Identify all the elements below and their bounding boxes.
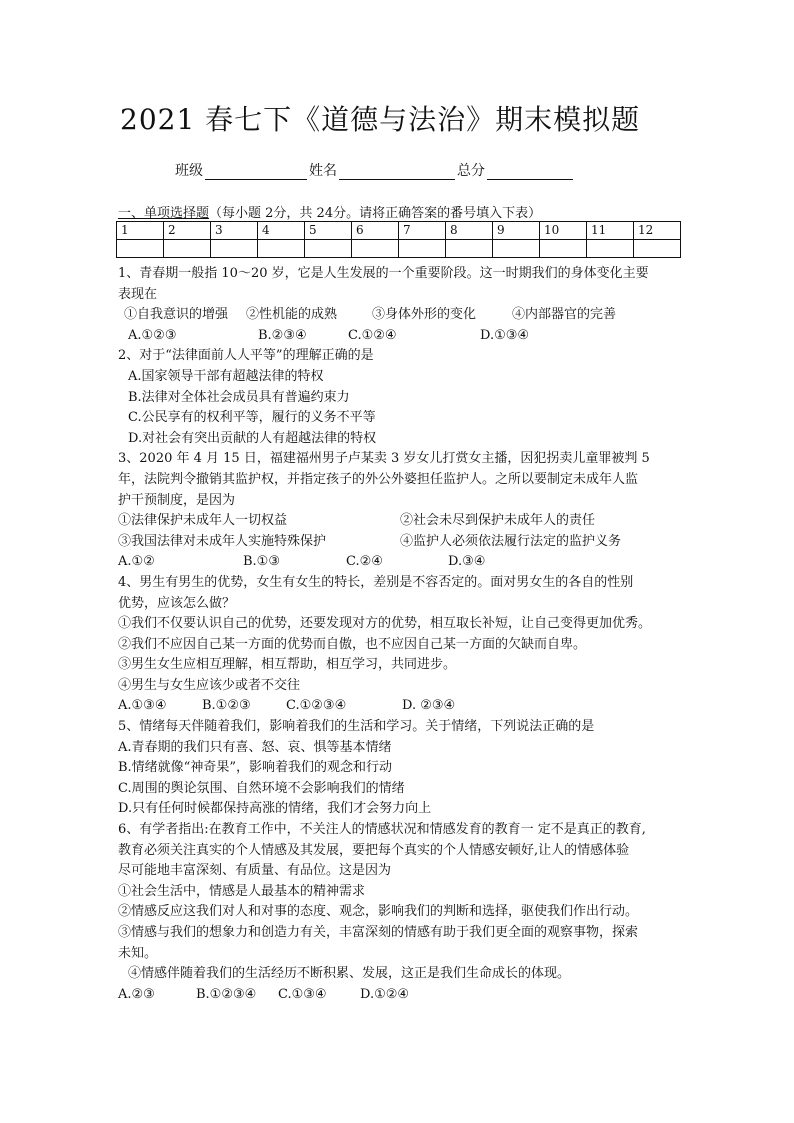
q3-item: ④监护人必须依法履行法定的监护义务 [400, 533, 622, 549]
q3-option-d[interactable]: D.③④ [448, 554, 486, 570]
class-blank[interactable] [205, 165, 307, 180]
q6-stem: 6、有学者指出:在教育工作中，不关注人的情感状况和情感发育的教育一 定不是真正的教育, [118, 822, 646, 838]
answer-number: 7 [399, 222, 446, 240]
q1-option-d[interactable]: D.①③④ [480, 327, 530, 343]
q3-items-row-2 [118, 532, 686, 553]
answer-cell[interactable] [164, 240, 211, 258]
answer-number: 1 [117, 222, 164, 240]
q3-option-a[interactable]: A.①② [118, 554, 155, 570]
q3-options [118, 552, 686, 573]
q3-option-b[interactable]: B.①③ [243, 554, 280, 570]
q4-stem: 4、男生有男生的优势，女生有女生的特长，差别是不容否定的。面对男女生的各自的性别 [118, 574, 634, 590]
q2-stem: 2、对于“法律面前人人平等”的理解正确的是 [118, 348, 374, 364]
q4-item: ②我们不应因自己某一方面的优势而自傲，也不应因自己某一方面的欠缺而自卑。 [118, 636, 587, 652]
q4-stem-cont: 优势，应该怎么做？ [118, 595, 236, 611]
name-blank[interactable] [339, 165, 455, 180]
question-list [118, 264, 686, 1005]
section-heading-instructions: （每小题 2分，共 24分。请将正确答案的番号填入下表） [209, 206, 542, 221]
q4-item: ④男生与女生应该少或者不交往 [118, 677, 301, 693]
score-label: 总分 [457, 163, 485, 179]
q2-option-d[interactable]: D.对社会有突出贡献的人有超越法律的特权 [128, 430, 377, 446]
q4-option-c[interactable]: C.①②③④ [286, 698, 347, 714]
answer-number: 11 [587, 222, 634, 240]
exam-title: 2021 春七下《道德与法治》期末模拟题 [120, 103, 641, 136]
answer-cell[interactable] [117, 240, 164, 258]
q3-option-c[interactable]: C.②④ [346, 554, 383, 570]
q3-item: ③我国法律对未成年人实施特殊保护 [118, 533, 327, 549]
q6-item: ③情感与我们的想象力和创造力有关，丰富深刻的情感有助于我们更全面的观察事物，探索 [118, 925, 639, 940]
q4-item: ③男生女生应相互理解，相互帮助，相互学习，共同进步。 [118, 657, 457, 673]
q4-option-a[interactable]: A.①③④ [118, 698, 167, 714]
q5-option-a[interactable]: A.青春期的我们只有喜、怒、哀、惧等基本情绪 [118, 739, 392, 755]
q1-options [118, 326, 686, 347]
q4-item: ①我们不仅要认识自己的优势，还要发现对方的优势，相互取长补短，让自己变得更加优秀。 [118, 616, 652, 632]
answer-cell[interactable] [399, 240, 446, 258]
q3-item: ①法律保护未成年人一切权益 [118, 513, 288, 529]
q3-stem: 3、2020 年 4 月 15 日，福建福州男子卢某卖 3 岁女儿打赏女主播，因犯拐卖儿童罪被判 5 [118, 451, 650, 467]
answer-number: 9 [493, 222, 540, 240]
answer-number: 10 [540, 222, 587, 240]
answer-number: 6 [352, 222, 399, 240]
q2-option-b[interactable]: B.法律对全体社会成员具有普遍约束力 [128, 389, 350, 405]
q4-option-b[interactable]: B.①②③ [202, 698, 251, 714]
answer-cell[interactable] [587, 240, 634, 258]
q2-option-c[interactable]: C.公民享有的权利平等，履行的义务不平等 [128, 410, 376, 426]
q4-option-d[interactable]: D. ②③④ [402, 698, 456, 714]
q6-item: ④情感伴随着我们的生活经历不断积累、发展，这正是我们生命成长的体现。 [128, 966, 571, 982]
q1-option-a[interactable]: A.①②③ [128, 327, 177, 343]
answer-table [116, 221, 681, 258]
answer-cell[interactable] [352, 240, 399, 258]
q3-item: ②社会未尽到保护未成年人的责任 [400, 513, 596, 529]
q6-item: ①社会生活中，情感是人最基本的精神需求 [118, 883, 366, 899]
class-label: 班级 [175, 163, 203, 179]
q1-option-b[interactable]: B.②③④ [258, 327, 307, 343]
answer-number: 3 [211, 222, 258, 240]
q6-option-a[interactable]: A.②③ [118, 986, 155, 1002]
q5-option-d[interactable]: D.只有任何时候都保持高涨的情绪，我们才会努力向上 [118, 801, 432, 817]
q1-item: ①自我意识的增强 [124, 307, 229, 323]
answer-number-row [117, 222, 681, 240]
q6-option-b[interactable]: B.①②③④ [196, 986, 257, 1002]
q3-items-row-1 [118, 511, 686, 532]
answer-cell[interactable] [446, 240, 493, 258]
q6-options [118, 985, 686, 1006]
name-label: 姓名 [309, 163, 337, 179]
q1-stem-cont: 表现在 [118, 286, 158, 302]
answer-number: 2 [164, 222, 211, 240]
q3-stem-cont: 年，法院判令撤销其监护权，并指定孩子的外公外婆担任监护人。之所以要制定未成年人监 [118, 471, 639, 487]
q4-options [118, 696, 686, 717]
q6-stem-cont: 尽可能地丰富深刻、有质量、有品位。这是因为 [118, 863, 392, 879]
q2-option-a[interactable]: A.国家领导干部有超越法律的特权 [128, 368, 324, 384]
q1-item: ②性机能的成熟 [246, 307, 338, 323]
q1-item: ③身体外形的变化 [372, 307, 477, 323]
section-heading [118, 202, 698, 221]
q3-stem-cont: 护干预制度，是因为 [118, 492, 236, 508]
q1-stem: 1、青春期一般指 10～20 岁，它是人生发展的一个重要阶段。这一时期我们的身体变化主要 [118, 266, 649, 281]
answer-blank-row [117, 240, 681, 258]
q6-option-d[interactable]: D.①②④ [360, 986, 410, 1002]
answer-cell[interactable] [211, 240, 258, 258]
answer-cell[interactable] [634, 240, 681, 258]
answer-number: 5 [305, 222, 352, 240]
q6-option-c[interactable]: C.①③④ [278, 986, 327, 1002]
answer-number: 12 [634, 222, 681, 240]
section-heading-title: 一、单项选择题 [118, 206, 210, 221]
q6-item: ②情感反应这我们对人和对事的态度、观念，影响我们的判断和选择，驱使我们作出行动。 [118, 904, 639, 920]
student-info-line [175, 160, 595, 180]
answer-number: 4 [258, 222, 305, 240]
q1-items [118, 305, 686, 326]
answer-cell[interactable] [258, 240, 305, 258]
q5-stem: 5、情绪每天伴随着我们，影响着我们的生活和学习。关于情绪，下列说法正确的是 [118, 719, 595, 735]
q5-option-b[interactable]: B.情绪就像“神奇果”，影响着我们的观念和行动 [118, 760, 392, 776]
q1-option-c[interactable]: C.①②④ [348, 327, 397, 343]
answer-number: 8 [446, 222, 493, 240]
answer-cell[interactable] [493, 240, 540, 258]
answer-cell[interactable] [305, 240, 352, 258]
q5-option-c[interactable]: C.周围的舆论氛围、自然环境不会影响我们的情绪 [118, 780, 405, 796]
q6-stem-cont: 教育必须关注真实的个人情感及其发展，要把每个真实的个人情感安顿好,让人的情感体验 [118, 842, 630, 858]
score-blank[interactable] [487, 165, 573, 180]
answer-cell[interactable] [540, 240, 587, 258]
q1-item: ④内部器官的完善 [512, 307, 617, 323]
q6-item-cont: 未知。 [118, 945, 158, 961]
